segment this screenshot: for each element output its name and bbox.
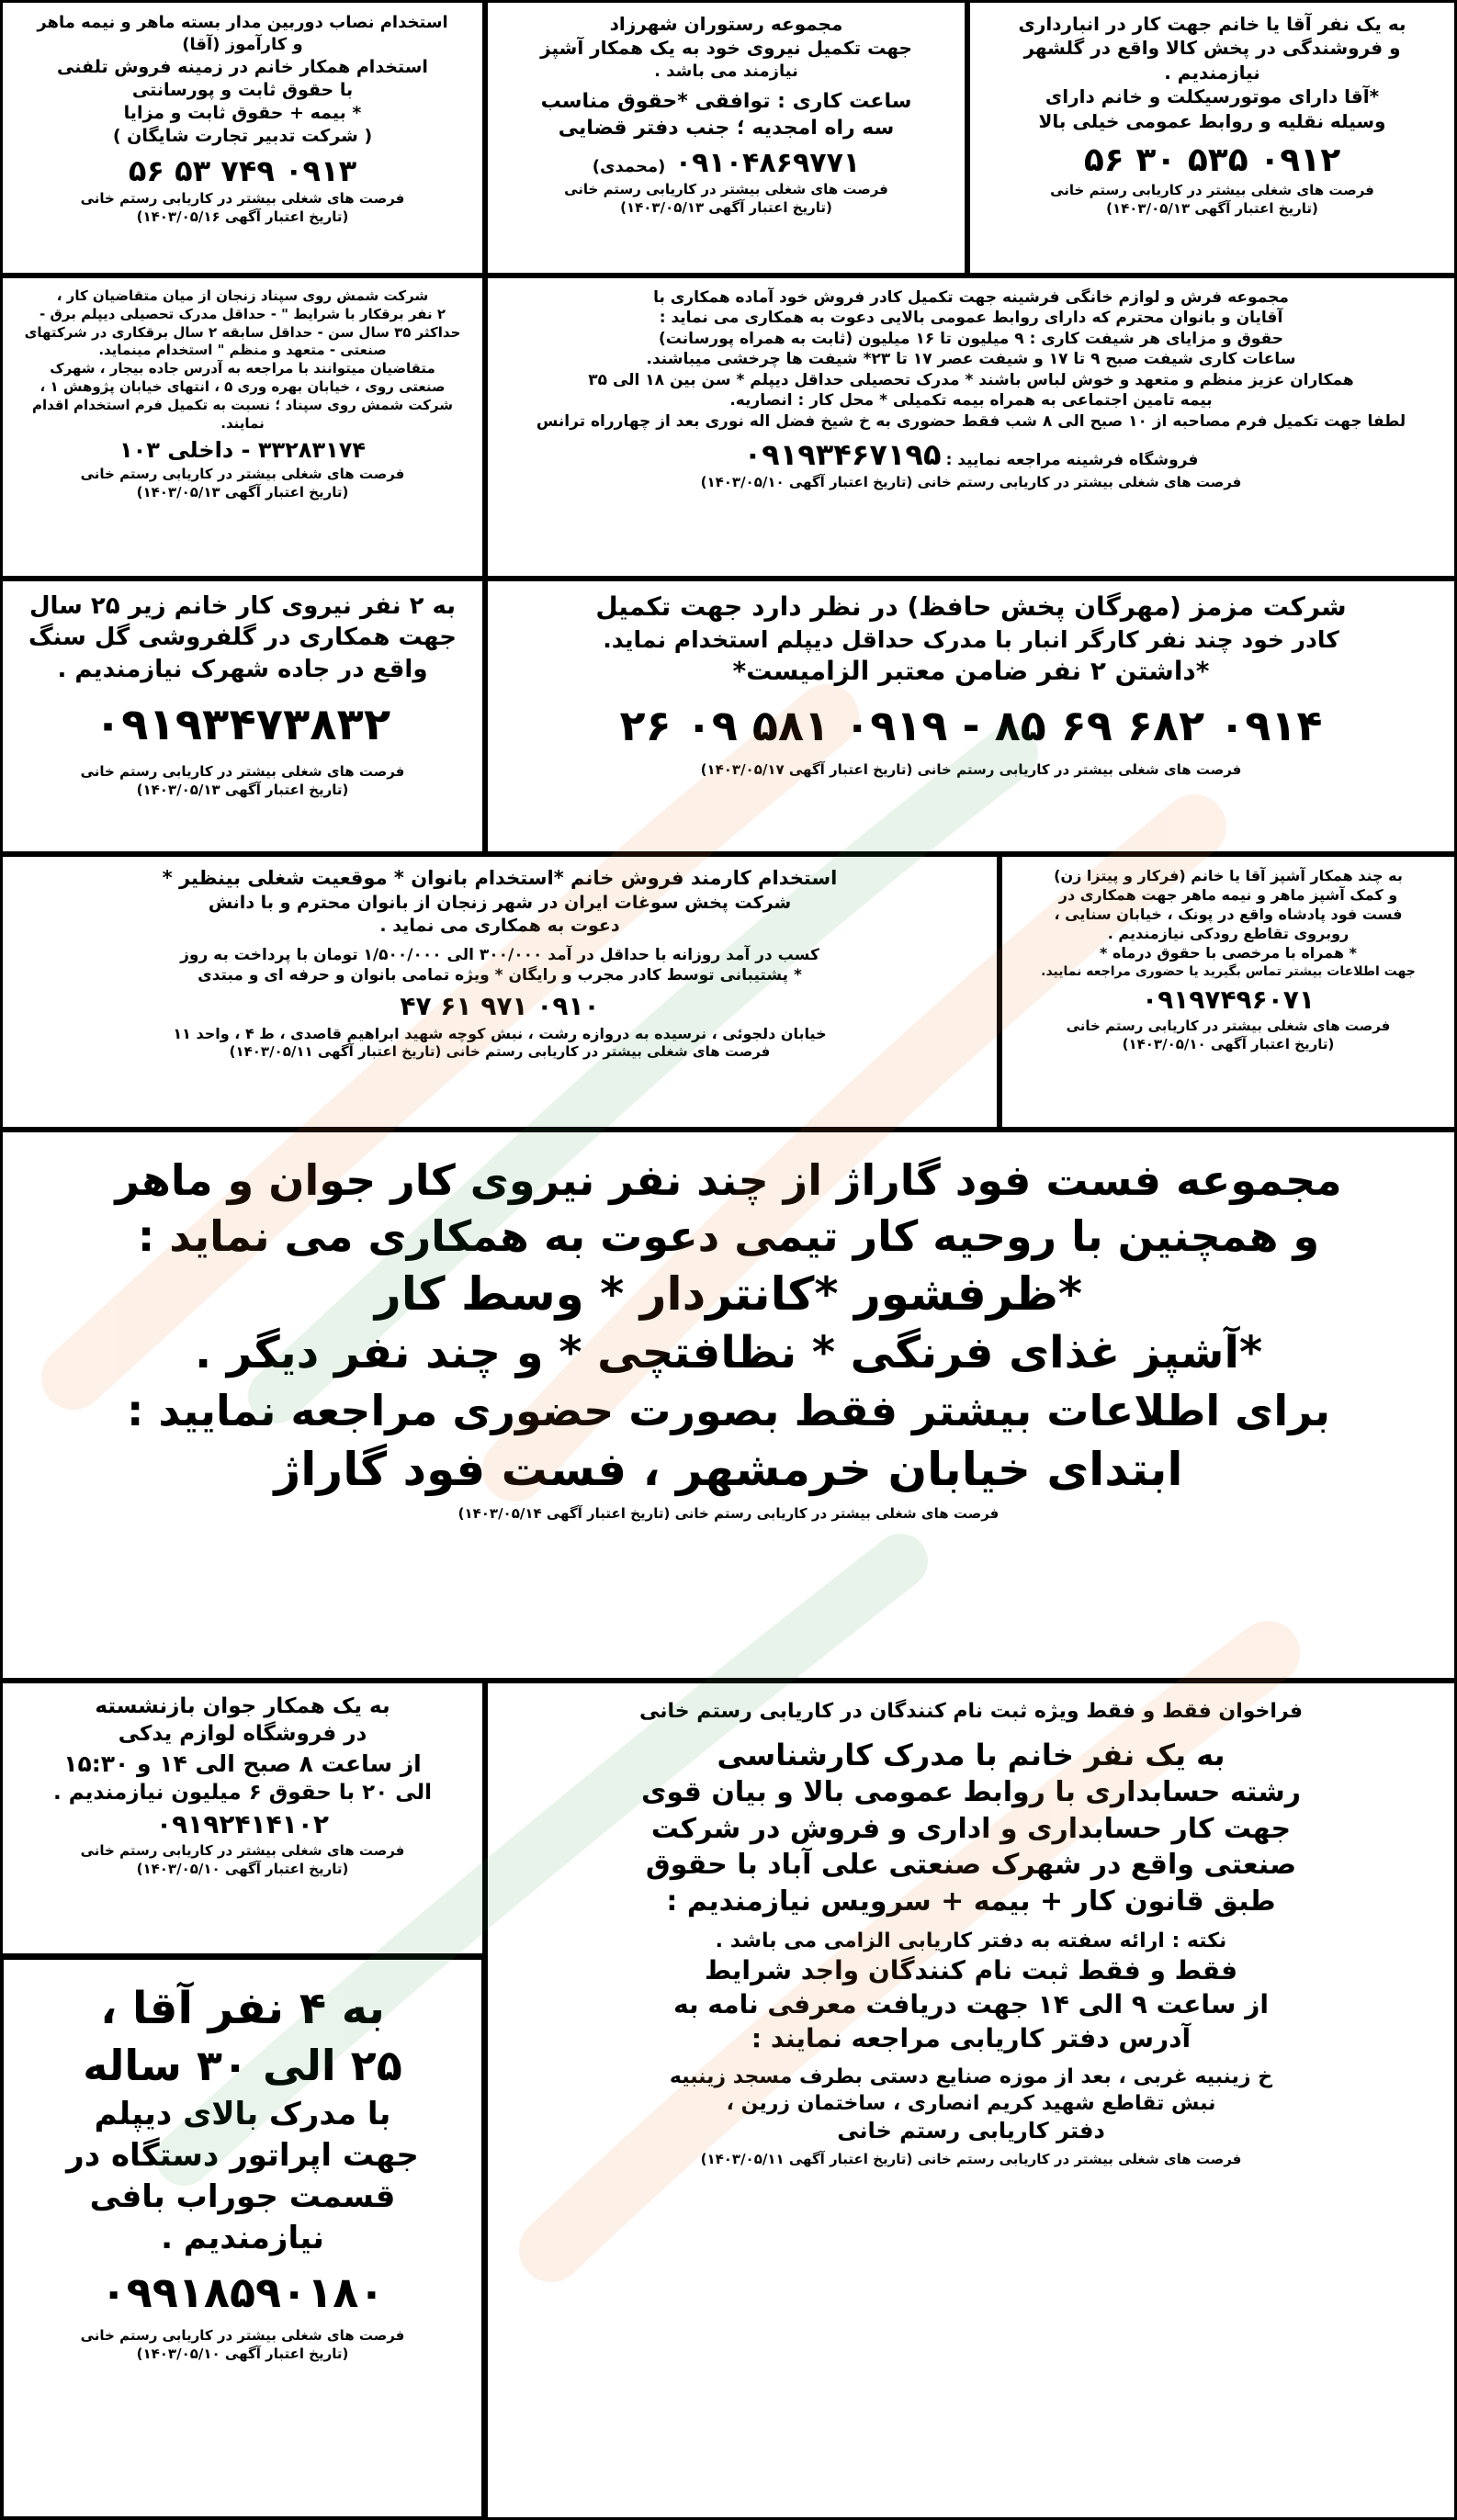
ad-line: نکته : ارائه سفته به دفتر کاریابی الزامی می باشد . bbox=[715, 1929, 1227, 1952]
ad-farshineh-store bbox=[485, 276, 1457, 579]
ad-line: ساعت کاری : توافقی *حقوق مناسب bbox=[540, 89, 912, 113]
ad-line: *آقا دارای موتورسیکلت و خانم دارای bbox=[1045, 85, 1380, 108]
ad-line: ( شرکت تدبیر تجارت شایگان ) bbox=[112, 125, 373, 146]
phone-number: ۰۹۱۰۴۸۶۹۷۷۱ bbox=[674, 146, 861, 179]
ad-line: و همچنین با روحیه کار تیمی دعوت به همکاری می نماید : bbox=[137, 1210, 1320, 1261]
ad-line: مجموعه فرش و لوازم خانگی فرشینه جهت تکمیل کادر فروش خود آماده همکاری با bbox=[653, 288, 1289, 307]
ad-flower-shop bbox=[0, 579, 485, 854]
ad-line: جهت تکمیل نیروی خود به یک همکار آشپز bbox=[540, 37, 912, 60]
ad-footer: فرصت های شغلی بیشتر در کاریابی رستم خانی bbox=[674, 1504, 1000, 1522]
ad-garage-fastfood bbox=[0, 1130, 1457, 1681]
ad-line: ابتدای خیابان خرمشهر ، فست فود گاراژ bbox=[274, 1442, 1183, 1496]
ad-line: متقاضیان میتوانند با مراجعه به آدرس جاده بیجار ، شهرک bbox=[50, 360, 435, 377]
ad-footer: فرصت های شغلی بیشتر در کاریابی رستم خانی bbox=[80, 2327, 405, 2345]
phone-number: ۰۹۱۹۳۴۷۳۸۳۲ bbox=[94, 698, 391, 750]
ad-footer: فرصت های شغلی بیشتر در کاریابی رستم خانی bbox=[80, 763, 405, 781]
ad-line: *آشپز غذای فرنگی * نظافتچی * و چند نفر دیگر . bbox=[194, 1327, 1263, 1379]
ad-line: به یک نفر آقا یا خانم جهت کار در انبارداری bbox=[1018, 13, 1406, 35]
ad-line: *داشتن ۲ نفر ضامن معتبر الزامیست* bbox=[732, 655, 1210, 686]
ad-line: دفتر کاریابی رستم خانی bbox=[837, 2117, 1105, 2143]
ad-line: روبروی تقاطع رودکی نیازمندیم . bbox=[1107, 925, 1350, 943]
ad-line: حداکثر ۳۵ سال سن - حداقل سابقه ۲ سال برقکاری در شرکتهای bbox=[24, 323, 461, 341]
ad-line: به ۲ نفر نیروی کار خانم زیر ۲۵ سال bbox=[28, 592, 457, 620]
ad-date: (تاریخ اعتبار آگهی ۱۴۰۳/۰۵/۱۰) bbox=[136, 1860, 349, 1877]
ad-line: فست فود پادشاه واقع در پونک ، خیابان سنایی ، bbox=[1054, 906, 1403, 924]
ad-sock-factory bbox=[0, 1956, 485, 2520]
phone-label: فروشگاه فرشینه مراجعه نمایید : bbox=[945, 451, 1199, 470]
ad-line: از ساعت ۹ الی ۱۴ جهت دریافت معرفی نامه به bbox=[673, 1988, 1269, 2019]
phone-number: ۰۹۹۱۸۵۹۰۱۸۰ bbox=[100, 2267, 385, 2317]
ad-date: (تاریخ اعتبار آگهی ۱۴۰۳/۰۵/۱۰) bbox=[136, 2346, 349, 2363]
ad-line: صنعتی روی ، خیابان بهره وری ۵ ، انتهای خیابان پژوهش ۱ ، bbox=[40, 377, 446, 395]
phone-number: ۳۳۲۸۳۱۷۴ - داخلی ۱۰۳ bbox=[119, 437, 367, 464]
ad-footer: فرصت های شغلی بیشتر در کاریابی رستم خانی bbox=[446, 1042, 771, 1060]
ad-line: کادر خود چند نفر کارگر انبار با مدرک حداقل دیپلم استخدام نماید. bbox=[603, 625, 1339, 653]
ad-footer: فرصت های شغلی بیشتر در کاریابی رستم خانی bbox=[564, 181, 888, 198]
ad-date: (تاریخ اعتبار آگهی ۱۴۰۳/۰۵/۱۱) bbox=[229, 1042, 442, 1060]
phone-number: ۰۹۱۹۲۴۱۴۱۰۲ bbox=[156, 1809, 329, 1840]
phone-number: ۰۹۱۴ ۶۸۲ ۶۹ ۸۵ - ۰۹۱۹ ۵۸۱ ۰۹ ۲۶ bbox=[619, 700, 1323, 750]
ad-address: خیابان دلجوئی ، نرسیده به دروازه رشت ، نبش کوچه شهید ابراهیم قاصدی ، ط ۴ ، واحد ۱۱ bbox=[173, 1024, 827, 1042]
ad-line: و فروشندگی در پخش کالا واقع در گلشهر bbox=[1023, 37, 1401, 60]
ad-line: به یک همکار جوان بازنشسته bbox=[95, 1694, 390, 1718]
ad-line: جهت همکاری در گلفروشی گل سنگ bbox=[28, 624, 457, 652]
ad-line: کسب در آمد روزانه با حداقل در آمد ۳۰۰/۰۰۰ الی ۱/۵۰۰/۰۰۰ تومان با پرداخت به روز bbox=[180, 945, 819, 964]
ad-line: و کمک آشپز ماهر و نیمه ماهر جهت همکاری در bbox=[1058, 886, 1398, 905]
ad-date: (تاریخ اعتبار آگهی ۱۴۰۳/۰۵/۱۳) bbox=[136, 782, 349, 799]
ad-date: (تاریخ اعتبار آگهی ۱۴۰۳/۰۵/۱۳) bbox=[620, 198, 832, 216]
ad-line: ۲ نفر برقکار با شرایط " - حداقل مدرک تحصیلی دیپلم برق - bbox=[40, 305, 446, 322]
ad-footer: فرصت های شغلی بیشتر در کاریابی رستم خانی bbox=[1050, 182, 1374, 199]
ad-line: شرکت مزمز (مهرگان پخش حافظ) در نظر دارد جهت تکمیل bbox=[595, 591, 1347, 622]
ad-line: استخدام کارمند فروش خانم *استخدام بانوان * موقعیت شغلی بینظیر * bbox=[162, 867, 838, 889]
ad-line: نبش تقاطع شهید کریم انصاری ، ساختمان زرین ، bbox=[726, 2091, 1216, 2115]
ad-line: لطفا جهت تکمیل فرم مصاحبه از ۱۰ صبح الی ۸ شب فقط حضوری به خ شیخ فضل اله نوری بعد از چهارراه ترانس bbox=[536, 411, 1406, 431]
ad-line: به چند همکار آشپز آقا یا خانم (فرکار و پیتزا زن) bbox=[1054, 867, 1403, 884]
ad-footer: فرصت های شغلی بیشتر در کاریابی رستم خانی bbox=[80, 190, 405, 208]
ad-line: آدرس دفتر کاریابی مراجعه نمایند : bbox=[751, 2022, 1192, 2053]
ad-line: به یک نفر خانم با مدرک کارشناسی bbox=[717, 1738, 1225, 1773]
ad-date: (تاریخ اعتبار آگهی ۱۴۰۳/۰۵/۱۱) bbox=[700, 2151, 913, 2168]
ad-line: با مدرک بالای دیپلم bbox=[94, 2096, 391, 2133]
ad-line: آقایان و بانوان محترم که دارای روابط عمومی بالایی دعوت به همکاری می نماید : bbox=[659, 309, 1283, 328]
ad-line: بیمه تامین اجتماعی به همراه بیمه تکمیلی * محل کار : انصاریه. bbox=[729, 391, 1213, 411]
phone-number: ۰۹۱۲ ۵۳۵ ۳۰ ۵۶ bbox=[1083, 141, 1341, 179]
ad-date: (تاریخ اعتبار آگهی ۱۴۰۳/۰۵/۱۷) bbox=[700, 760, 913, 778]
ad-footer: فرصت های شغلی بیشتر در کاریابی رستم خانی bbox=[1066, 1017, 1391, 1034]
ad-line: به ۴ نفر آقا ، bbox=[100, 1983, 385, 2034]
ad-line: جهت اپراتور دستگاه در bbox=[66, 2136, 419, 2174]
ad-line: * پشتیبانی توسط کادر مجرب و رایگان * ویژه تمامی بانوان و حرفه ای و مبتدی bbox=[198, 966, 802, 985]
ad-line: نیازمندیم . bbox=[161, 2219, 324, 2256]
ad-line: همکاران عزیز منظم و متعهد و خوش لباس باشند * مدرک تحصیلی حداقل دیپلم * سن بین ۱۸ الی ۳۵ bbox=[588, 370, 1354, 389]
ad-line: رشته حسابداری با روابط عمومی بالا و بیان قوی bbox=[640, 1776, 1302, 1809]
ad-line: حقوق و مزایای هر شیفت کاری : ۹ میلیون تا ۱۶ میلیون (ثابت به همراه پورسانت) bbox=[659, 329, 1283, 348]
ad-auto-parts bbox=[0, 1681, 485, 1956]
ad-souvenir-sales bbox=[0, 854, 1000, 1130]
ad-restaurant-shahrzad bbox=[485, 0, 967, 276]
ad-line: با حقوق ثابت و پورسانتی bbox=[131, 79, 354, 100]
ad-line: جهت اطلاعات بیشتر تماس بگیرید یا حضوری مراجعه نمایید. bbox=[1041, 963, 1416, 979]
ad-sepnad-zinc bbox=[0, 276, 485, 579]
ad-line: *ظرفشور *کانتردار * وسط کار bbox=[374, 1267, 1083, 1322]
ad-footer: فرصت های شغلی بیشتر در کاریابی رستم خانی bbox=[80, 466, 405, 483]
ad-date: (تاریخ اعتبار آگهی ۱۴۰۳/۰۵/۱۰) bbox=[700, 474, 913, 491]
ad-line: * همراه با مرخصی با حقوق درماه * bbox=[1100, 944, 1357, 962]
ad-line: صنعتی - متعهد و منظم " استخدام مینماید. bbox=[98, 342, 387, 359]
ad-line: خ زینبیه غربی ، بعد از موزه صنایع دستی بطرف مسجد زینبیه bbox=[669, 2064, 1273, 2088]
ad-line: واقع در جاده شهرک نیازمندیم . bbox=[57, 655, 428, 683]
ad-line: نیازمندیم . bbox=[1164, 61, 1260, 84]
ad-line: استخدام نصاب دوربین مدار بسته ماهر و نیمه ماهر bbox=[37, 13, 448, 32]
ad-line: صنعتی واقع در شهرک صنعتی علی آباد با حقوق bbox=[645, 1849, 1297, 1882]
contact-name: (محمدی) bbox=[592, 156, 666, 176]
ad-date: (تاریخ اعتبار آگهی ۱۴۰۳/۰۵/۱۳) bbox=[136, 483, 349, 501]
ad-line: شرکت شمش روی سپناد زنجان از میان متقاضیان کار ، bbox=[56, 287, 429, 304]
phone-number: ۰۹۱۳ ۷۴۹ ۵۳ ۵۶ bbox=[128, 152, 357, 188]
ad-line: از ساعت ۸ صبح الی ۱۴ و ۱۵:۳۰ bbox=[63, 1749, 422, 1777]
ad-line: فراخوان فقط و فقط ویژه ثبت نام کنندگان در کاریابی رستم خانی bbox=[638, 1700, 1304, 1723]
ad-mazmaz-warehouse bbox=[485, 579, 1457, 854]
ad-cctv-installer bbox=[0, 0, 485, 276]
ad-footer: فرصت های شغلی بیشتر در کاریابی رستم خانی bbox=[917, 760, 1242, 778]
ad-padeshah-fastfood bbox=[1000, 854, 1457, 1130]
ad-line: ۲۵ الی ۳۰ ساله bbox=[83, 2041, 402, 2091]
ad-line: مجموعه فست فود گاراژ از چند نفر نیروی کار جوان و ماهر bbox=[115, 1155, 1342, 1205]
ad-line: و کارآموز (آقا) bbox=[182, 34, 303, 54]
ad-line: فقط و فقط ثبت نام کنندگان واجد شرایط bbox=[704, 1954, 1238, 1986]
ad-line: شرکت شمش روی سپناد ؛ نسبت به تکمیل فرم استخدام اقدام bbox=[31, 396, 454, 413]
ad-date: (تاریخ اعتبار آگهی ۱۴۰۳/۰۵/۱۰) bbox=[1122, 1035, 1335, 1052]
ad-line: طبق قانون کار + بیمه + سرویس نیازمندیم : bbox=[666, 1885, 1276, 1918]
ad-line: برای اطلاعات بیشتر فقط بصورت حضوری مراجعه نمایید : bbox=[127, 1385, 1330, 1435]
ad-date: (تاریخ اعتبار آگهی ۱۴۰۳/۰۵/۱۳) bbox=[1106, 200, 1318, 218]
ad-line: شرکت پخش سوغات ایران در شهر زنجان از بانوان محترم و با دانش bbox=[208, 892, 792, 913]
ad-footer: فرصت های شغلی بیشتر در کاریابی رستم خانی bbox=[80, 1842, 405, 1860]
ad-line: * بیمه + حقوق ثابت و مزایا bbox=[123, 102, 362, 123]
ad-line: جهت کار حسابداری و اداری و فروش در شرکت bbox=[650, 1812, 1292, 1845]
ad-line: وسیله نقلیه و روابط عمومی خیلی بالا bbox=[1038, 109, 1386, 132]
phone-number: ۰۹۱۰ ۹۷۱ ۶۱ ۴۷ bbox=[400, 990, 600, 1021]
ad-line: ساعات کاری شیفت صبح ۹ تا ۱۷ و شیفت عصر ۱۷ تا ۲۳* شیفت ها چرخشی میباشند. bbox=[646, 350, 1296, 369]
ad-line: استخدام همکار خانم در زمینه فروش تلفنی bbox=[57, 56, 428, 77]
ad-line: دعوت به همکاری می نماید . bbox=[379, 915, 620, 936]
ad-line: سه راه امجدیه ؛ جنب دفتر قضایی bbox=[558, 116, 895, 140]
ad-line: در فروشگاه لوازم یدکی bbox=[118, 1722, 367, 1747]
ad-accountant bbox=[485, 1681, 1457, 2520]
ad-line: نمایند. bbox=[220, 414, 265, 432]
ad-footer: فرصت های شغلی بیشتر در کاریابی رستم خانی bbox=[917, 474, 1242, 491]
ad-line: قسمت جوراب بافی bbox=[89, 2177, 396, 2215]
phone-number: ۰۹۱۹۳۴۶۷۱۹۵ bbox=[743, 437, 942, 473]
phone-number: ۰۹۱۹۷۴۹۶۰۷۱ bbox=[1142, 984, 1315, 1016]
ad-date: (تاریخ اعتبار آگهی ۱۴۰۳/۰۵/۱۶) bbox=[136, 208, 349, 225]
ad-date: (تاریخ اعتبار آگهی ۱۴۰۳/۰۵/۱۴) bbox=[457, 1504, 671, 1522]
ad-warehouse-sales bbox=[967, 0, 1457, 276]
ad-line: نیازمند می باشد . bbox=[654, 61, 798, 81]
ad-line: الی ۲۰ با حقوق ۶ میلیون نیازمندیم . bbox=[52, 1780, 433, 1805]
ad-footer: فرصت های شغلی بیشتر در کاریابی رستم خانی bbox=[917, 2151, 1242, 2168]
ad-line: مجموعه رستوران شهرزاد bbox=[609, 13, 843, 35]
